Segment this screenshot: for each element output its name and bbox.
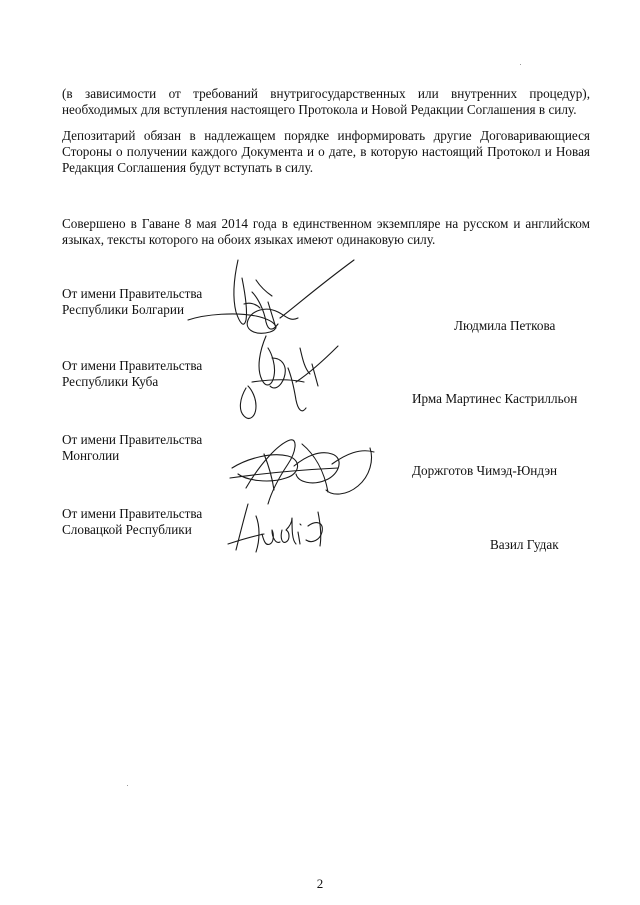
signature-mongolia <box>228 434 388 510</box>
party-label: От имени Правительства <box>62 286 203 301</box>
signer-name-cuba: Ирма Мартинес Кастрилльон <box>412 391 578 406</box>
party-country: Республики Куба <box>62 374 159 389</box>
paragraph-line: Депозитарий обязан в надлежащем порядке информировать другие Договаривающиеся <box>62 128 590 143</box>
party-block-mongolia <box>62 432 202 464</box>
party-country: Республики Болгарии <box>62 302 184 317</box>
party-country: Монголии <box>62 448 120 463</box>
signature-cuba <box>226 328 346 424</box>
paragraph-done-at-havana <box>62 216 590 248</box>
party-block-cuba <box>62 358 202 390</box>
signer-name-bulgaria: Людмила Петкова <box>454 318 556 333</box>
party-label: От имени Правительства <box>62 358 203 373</box>
page-number: 2 <box>316 876 324 891</box>
paragraph-line: Совершено в Гаване 8 мая 2014 года в единственном экземпляре на русском и английском <box>62 216 590 231</box>
signature-slovakia <box>226 500 334 556</box>
party-block-slovakia <box>62 506 202 538</box>
party-block-bulgaria <box>62 286 202 318</box>
party-label: От имени Правительства <box>62 506 203 521</box>
party-label: От имени Правительства <box>62 432 203 447</box>
party-country: Словацкой Республики <box>62 522 192 537</box>
paragraph-line: Стороны о получении каждого Документа и о дате, в которую настоящий Протокол и Новая <box>62 144 590 159</box>
signer-name-slovakia: Вазил Гудак <box>490 537 559 552</box>
paragraph-line: (в зависимости от требований внутригосударственных или внутренних процедур), <box>62 86 590 101</box>
scan-speck <box>520 64 521 65</box>
paragraph-depositary <box>62 128 590 176</box>
paragraph-line: Редакция Соглашения будут вступать в силу. <box>62 160 314 175</box>
paragraph-line: необходимых для вступления настоящего Протокола и Новой Редакции Соглашения в силу. <box>62 102 577 117</box>
signer-name-mongolia: Доржготов Чимэд-Юндэн <box>412 463 558 478</box>
scan-speck <box>127 785 128 786</box>
paragraph-line: языках, тексты которого на обоих языках имеют одинаковую силу. <box>62 232 436 247</box>
paragraph-procedures <box>62 86 590 118</box>
